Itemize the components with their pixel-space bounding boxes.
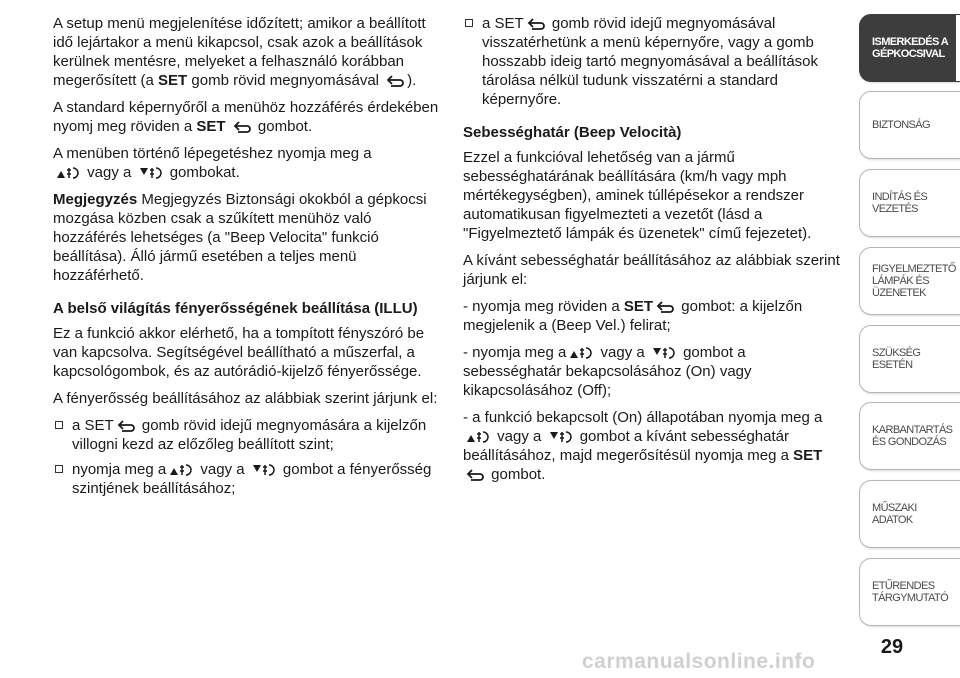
left-column: [53, 14, 443, 504]
tab-inditas[interactable]: INDÍTÁS ÉS VEZETÉS: [859, 169, 960, 237]
set-label: SET: [623, 298, 654, 315]
paragraph-speed-desc: Ezzel a funkcióval lehetőség van a jármű sebességhatárának beállítására (km/h vagy mph mértékegységben), aminek túllépésekor a rendszer automatikusan figyelmezteti a vezetőt (lásd a "Figyelmeztető lámpák és üzenetek" című fejezetet).: [463, 149, 812, 242]
tab-figyelmezteto[interactable]: FIGYELMEZTETŐ LÁMPÁK ÉS ÜZENETEK: [859, 247, 960, 315]
list-item: a SET gomb rövid idejű megnyomásával visszatérhetünk a menü képernyőre, vagy a gomb hosszabb ideig tartó megnyomásával a beállítások tárolása nélkül tudunk visszatérni a standard képernyőre.: [463, 14, 843, 109]
up-arrow-icon: [466, 429, 490, 443]
list-item: nyomja meg a vagy a gombot a fényerősség szintjének beállításához;: [53, 460, 443, 498]
up-arrow-icon: [56, 165, 80, 179]
paragraph-illu-steps: A fényerősség beállításához az alábbiak szerint járjunk el:: [53, 390, 438, 407]
note-paragraph: Megjegyzés Megjegyzés Biztonsági okokból a gépkocsi mozgása közben csak a szűkített menühöz való hozzáférés lehetséges (a "Beep Velocita" funkció beállítása). Álló jármű esetében a teljes menü hozzáférhető.: [53, 191, 427, 284]
page-number: 29: [880, 636, 904, 658]
up-arrow-icon: [169, 462, 193, 476]
down-arrow-icon: [252, 462, 276, 476]
note-label: Megjegyzés: [53, 191, 138, 208]
paragraph-speed-step2: - nyomja meg a vagy a gombot a sebességhatár bekapcsolásához (On) vagy kikapcsolásához (Off);: [463, 344, 752, 399]
up-arrow-icon: [569, 345, 593, 359]
section-heading-illu: A belső világítás fényerősségének beállítása (ILLU): [53, 300, 418, 317]
tab-muszaki[interactable]: MŰSZAKI ADATOK: [859, 480, 960, 548]
chapter-sidebar: [855, 0, 960, 678]
set-label: SET: [158, 72, 188, 89]
list-item: a SET gomb rövid idejű megnyomására a kijelzőn villogni kezd az előzőleg beállított szint;: [53, 416, 443, 454]
bullet-box-icon: [55, 421, 63, 429]
set-return-icon: [233, 121, 251, 133]
set-return-icon: [386, 75, 404, 87]
set-return-icon: [656, 301, 674, 313]
section-heading-speed-limit: Sebességhatár (Beep Velocità): [463, 124, 682, 141]
tab-karbantartas[interactable]: KARBANTARTÁS ÉS GONDOZÁS: [859, 402, 960, 470]
set-return-icon: [117, 420, 135, 432]
set-return-icon: [527, 18, 545, 30]
down-arrow-icon: [139, 165, 163, 179]
paragraph-setup-timer: A setup menü megjelenítése időzített; amikor a beállított idő lejártakor a menü kikapcsol, csak azok a beállítások kerülnek mentésre, melyeket a felhasználó korábban megerősített (a SET gomb rövid megnyomásával ).: [53, 15, 426, 89]
paragraph-speed-steps: A kívánt sebességhatár beállításához az alábbiak szerint járjunk el:: [463, 252, 840, 288]
tab-targymutato[interactable]: ETŰRENDES TÁRGYMUTATÓ: [859, 558, 960, 626]
tab-ismerkedes[interactable]: ISMERKEDÉS A GÉPKOCSIVAL: [859, 14, 960, 82]
paragraph-illu-desc: Ez a funkció akkor elérhető, ha a tompított fényszóró be van kapcsolva. Segítségével beállítható a műszerfal, a kapcsológombok, és az autórádió-kijelző fényerőssége.: [53, 325, 425, 380]
set-return-icon: [466, 469, 484, 481]
bullet-box-icon: [465, 19, 473, 27]
set-label: SET: [793, 447, 823, 464]
paragraph-menu-access: A standard képernyőről a menühöz hozzáférés érdekében nyomj meg röviden a SET gombot.: [53, 99, 439, 135]
watermark: carmanualsonline.info: [582, 650, 816, 673]
tab-biztonsag[interactable]: BIZTONSÁG: [859, 91, 960, 159]
bullet-box-icon: [55, 465, 63, 473]
down-arrow-icon: [652, 345, 676, 359]
paragraph-speed-step3: - a funkció bekapcsolt (On) állapotában nyomja meg a vagy a gombot a kívánt sebességhatár beállításához, majd megerősítésül nyomja meg a SET gombot.: [463, 409, 823, 483]
down-arrow-icon: [549, 429, 573, 443]
paragraph-speed-step1: - nyomja meg röviden a SET gombot: a kijelzőn megjelenik a (Beep Vel.) felirat;: [463, 298, 803, 334]
paragraph-menu-navigation: A menüben történő lépegetéshez nyomja meg a vagy a gombokat.: [53, 145, 372, 181]
set-label: SET: [196, 118, 226, 135]
tab-szukseg[interactable]: SZÜKSÉG ESETÉN: [859, 325, 960, 393]
right-column: [463, 14, 843, 492]
